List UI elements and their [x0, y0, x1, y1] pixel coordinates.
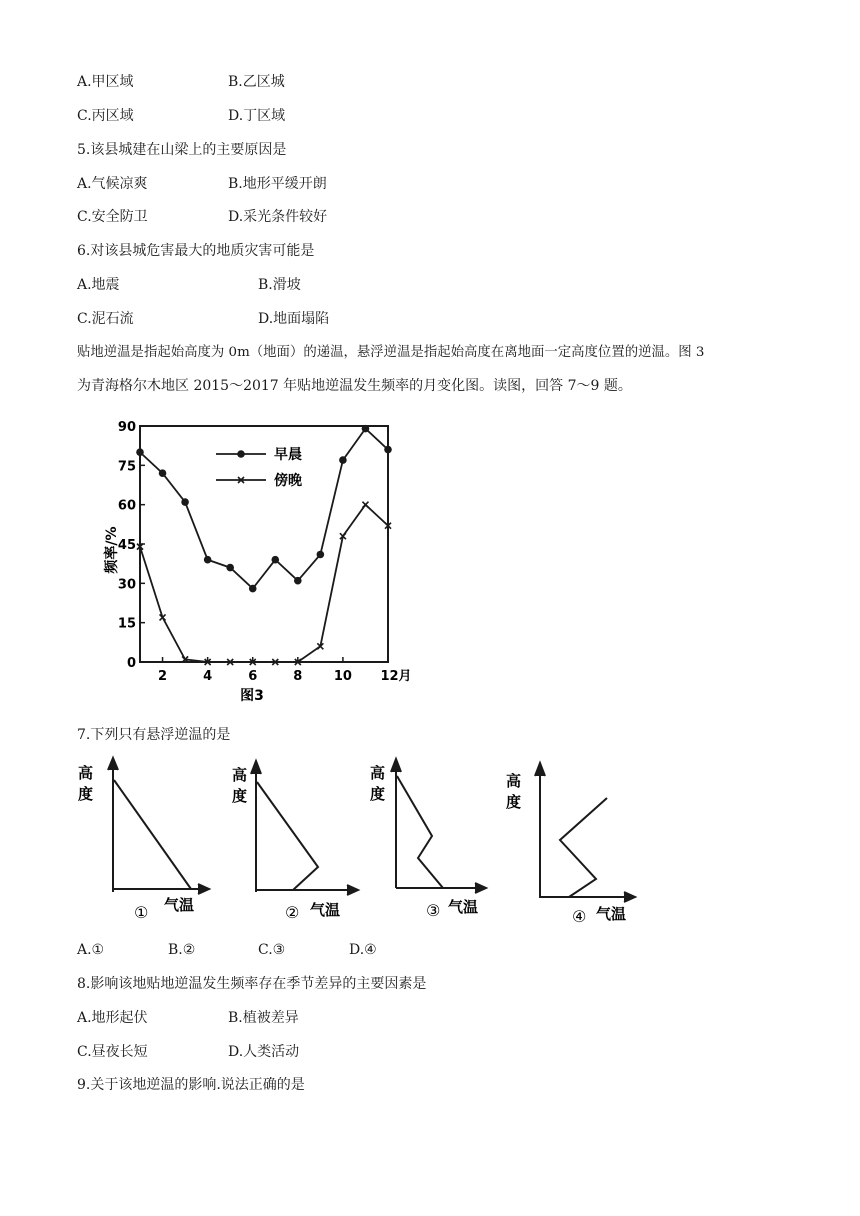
diagram-1-ylabel-2: 度 [78, 785, 94, 803]
x-tick-label: 10 [333, 669, 352, 684]
diagram-2-number: ② [285, 903, 300, 922]
x-tick-label: 6 [248, 669, 258, 684]
diagram-3-xlabel: 气温 [448, 898, 479, 916]
diagram-3-number: ③ [426, 901, 441, 920]
q4-option-d: D.丁区域 [228, 108, 286, 124]
diagram-1 [78, 752, 228, 927]
chart-title: 图3 [240, 688, 264, 704]
q6-option-c: C.泥石流 [77, 311, 134, 327]
q7-stem: 7.下列只有悬浮逆温的是 [77, 727, 231, 743]
data-point-morning [339, 456, 347, 464]
q9-stem: 9.关于该地逆温的影响.说法正确的是 [77, 1077, 305, 1093]
series-line-evening [140, 505, 388, 662]
x-tick-label: 12月 [380, 669, 412, 684]
q8-option-c: C.昼夜长短 [77, 1044, 148, 1060]
y-axis-label: 频率/% [104, 526, 120, 574]
data-point-morning [181, 498, 189, 506]
diagram-2 [230, 752, 380, 927]
y-tick-label: 0 [126, 656, 136, 671]
x-tick-label: 4 [203, 669, 213, 684]
data-point-morning [226, 564, 234, 572]
data-point-morning [294, 577, 302, 585]
q5-option-b: B.地形平缓开朗 [228, 176, 327, 192]
q6-option-d: D.地面塌陷 [258, 311, 330, 327]
y-tick-label: 90 [117, 420, 136, 435]
data-point-morning [159, 469, 167, 477]
y-tick-label: 75 [117, 459, 136, 475]
diagram-3-ylabel-2: 度 [370, 785, 386, 803]
diagram-4 [504, 756, 654, 931]
diagram-3-ylabel-1: 高 [370, 764, 386, 782]
y-tick-label: 15 [117, 616, 136, 632]
q4-option-a: A.甲区域 [77, 74, 134, 90]
figure-3-chart [104, 410, 438, 706]
diagram-1-xlabel: 气温 [164, 896, 195, 914]
q6-stem: 6.对该县城危害最大的地质灾害可能是 [77, 243, 315, 259]
legend-label: 早晨 [274, 447, 302, 463]
diagram-4-ylabel-2: 度 [506, 793, 522, 811]
q4-option-c: C.丙区域 [77, 108, 134, 124]
q5-option-d: D.采光条件较好 [228, 209, 328, 225]
x-tick-label: 2 [158, 669, 168, 684]
data-point-morning [362, 425, 370, 433]
q5-option-c: C.安全防卫 [77, 209, 148, 225]
q7-option-d: D.④ [349, 942, 377, 958]
data-point-morning [204, 556, 212, 564]
data-point-morning [384, 446, 392, 454]
q5-stem: 5.该县城建在山梁上的主要原因是 [77, 142, 287, 158]
q6-option-a: A.地震 [77, 277, 120, 293]
diagram-4-xlabel: 气温 [596, 905, 627, 923]
q6-option-b: B.滑坡 [258, 277, 301, 293]
x-tick-label: 8 [293, 669, 303, 684]
diagram-2-xlabel: 气温 [310, 901, 341, 919]
diagram-4-number: ④ [572, 907, 587, 926]
y-tick-label: 45 [117, 538, 136, 553]
q8-option-d: D.人类活动 [228, 1044, 300, 1060]
y-tick-label: 30 [117, 577, 136, 593]
data-point-morning [271, 556, 279, 564]
legend-label: 傍晚 [274, 473, 302, 489]
data-point-evening [362, 502, 368, 508]
diagram-2-ylabel-1: 高 [232, 766, 248, 784]
passage-line-2: 为青海格尔木地区 2015～2017 年贴地逆温发生频率的月变化图。读图，回答 7～9 题。 [77, 378, 632, 394]
q7-option-c: C.③ [258, 942, 286, 958]
q7-option-a: A.① [77, 942, 105, 958]
data-point-morning [317, 551, 325, 559]
legend-marker [237, 450, 245, 458]
q8-option-a: A.地形起伏 [77, 1010, 148, 1026]
q4-option-b: B.乙区城 [228, 74, 285, 90]
plot-frame [140, 426, 388, 662]
passage-line-1: 贴地逆温是指起始高度为 0m（地面）的递温，悬浮逆温是指起始高度在离地面一定高度位置的逆温。图 3 [77, 345, 705, 360]
data-point-morning [136, 448, 144, 456]
series-line-morning [140, 429, 388, 589]
diagram-1-number: ① [134, 903, 149, 922]
diagram-3 [370, 752, 520, 927]
y-tick-label: 60 [117, 498, 136, 514]
diagram-1-ylabel-1: 高 [78, 764, 94, 782]
diagram-4-ylabel-1: 高 [506, 772, 522, 790]
diagram-2-ylabel-2: 度 [232, 787, 248, 805]
data-point-morning [249, 585, 257, 593]
q8-stem: 8.影响该地贴地逆温发生频率存在季节差异的主要因素是 [77, 976, 427, 992]
q5-option-a: A.气候凉爽 [77, 176, 148, 192]
q8-option-b: B.植被差异 [228, 1010, 299, 1026]
q7-option-b: B.② [168, 942, 196, 958]
